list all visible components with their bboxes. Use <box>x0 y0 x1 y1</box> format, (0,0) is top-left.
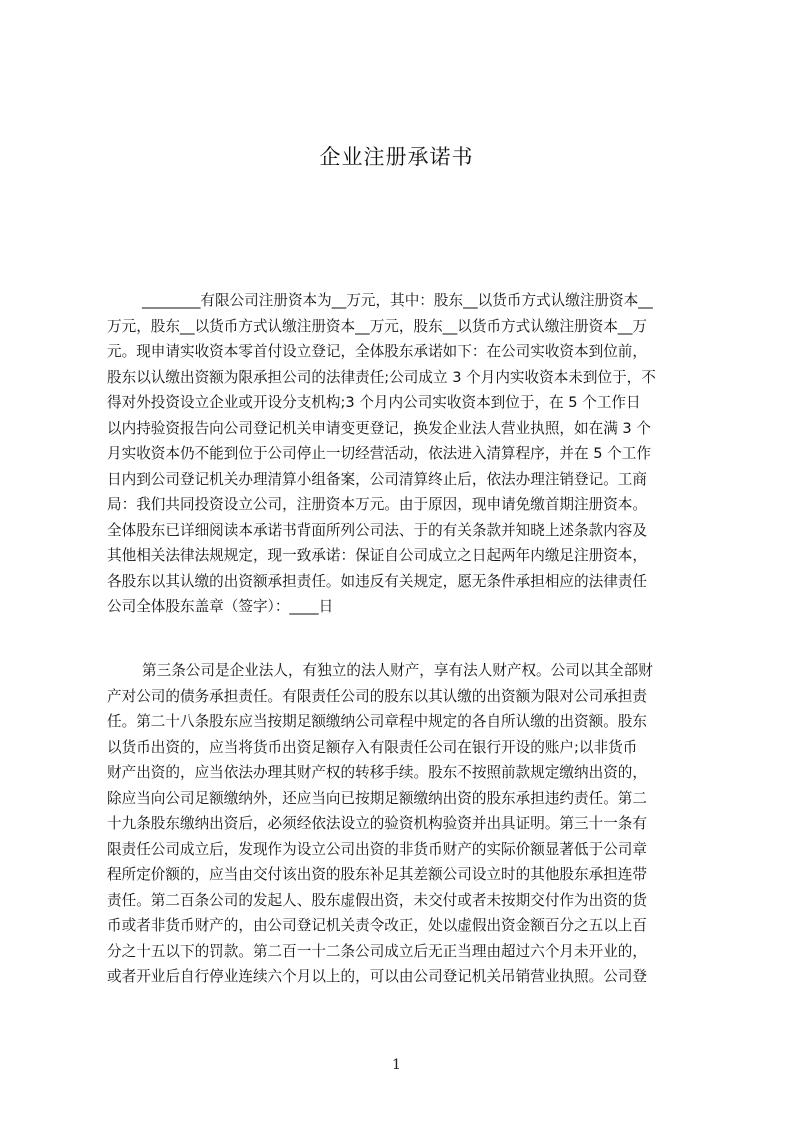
text-line: 全体股东已详细阅读本承诺书背面所列公司法、于的有关条款并知晓上述条款内容及 <box>107 521 647 539</box>
text-line: 月实收资本仍不能到位于公司停止一切经营活动，依法进入清算程序，并在 5 个工作 <box>107 445 651 462</box>
text-line: 除应当向公司足额缴纳外，还应当向已按期足额缴纳出资的股东承担违约责任。第二 <box>107 789 647 807</box>
commitment-paragraph <box>107 288 698 620</box>
text-line: 十九条股东缴纳出资后，必须经依法设立的验资机构验资并出具证明。第三十一条有 <box>107 815 647 832</box>
text-line: 局：我们共同投资设立公司，注册资本万元。由于原因，现申请免缴首期注册资本。 <box>107 496 647 513</box>
text-line: 元。现申请实收资本零首付设立登记，全体股东承诺如下：在公司实收资本到位前， <box>107 343 647 360</box>
text-line: 各股东以其认缴的出资额承担责任。如违反有关规定，愿无条件承担相应的法律责任 <box>107 572 647 590</box>
text-line: 程所定价额的，应当由交付该出资的股东补足其差额公司设立时的其他股东承担连带 <box>107 866 647 883</box>
text-line: 财产出资的，应当依法办理其财产权的转移手续。股东不按照前款规定缴纳出资的， <box>107 764 647 781</box>
text-line: 责任。第二百条公司的发起人、股东虚假出资，未交付或者未按期交付作为出资的货 <box>107 891 647 909</box>
page-number: 1 <box>392 1057 401 1073</box>
text-line: 限责任公司成立后，发现作为设立公司出资的非货币财产的实际价额显著低于公司章 <box>107 840 647 858</box>
signature-line: 公司全体股东盖章（签字）：____日 <box>107 598 334 615</box>
text-line: 得对外投资设立企业或开设分支机构;3 个月内公司实收资本到位于，在 5 个工作日 <box>107 394 641 411</box>
text-line: 以货币出资的，应当将货币出资足额存入有限责任公司在银行开设的账户;以非货币 <box>107 738 638 756</box>
text-line: 第三条公司是企业法人，有独立的法人财产，享有法人财产权。公司以其全部财 <box>142 662 653 679</box>
document-title: 企业注册承诺书 <box>319 145 474 169</box>
text-line: 日内到公司登记机关办理清算小组备案，公司清算终止后，依法办理注销登记。工商 <box>107 470 647 488</box>
text-line: 股东以认缴出资额为限承担公司的法律责任;公司成立 3 个月内实收资本未到位于，不 <box>107 368 656 386</box>
text-line: 币或者非货币财产的，由公司登记机关责令改正，处以虚假出资金额百分之五以上百 <box>107 917 647 934</box>
text-line: 产对公司的债务承担责任。有限责任公司的股东以其认缴的出资额为限对公司承担责 <box>107 687 647 705</box>
text-line: 以内持验资报告向公司登记机关申请变更登记，换发企业法人营业执照，如在满 3 个 <box>107 419 651 437</box>
text-line: ________有限公司注册资本为__万元，其中：股东__以货币方式认缴注册资本__ <box>142 292 653 309</box>
text-line: 任。第二十八条股东应当按期足额缴纳公司章程中规定的各自所认缴的出资额。股东 <box>107 713 647 730</box>
text-line: 或者开业后自行停业连续六个月以上的，可以由公司登记机关吊销营业执照。公司登 <box>107 968 647 985</box>
text-line: 万元，股东__以货币方式认缴注册资本__万元，股东__以货币方式认缴注册资本__万 <box>107 317 647 335</box>
text-line: 其他相关法律法规规定，现一致承诺：保证自公司成立之日起两年内缴足注册资本， <box>107 547 647 564</box>
company-law-paragraph <box>107 658 698 990</box>
text-line: 分之十五以下的罚款。第二百一十二条公司成立后无正当理由超过六个月未开业的， <box>107 942 647 960</box>
